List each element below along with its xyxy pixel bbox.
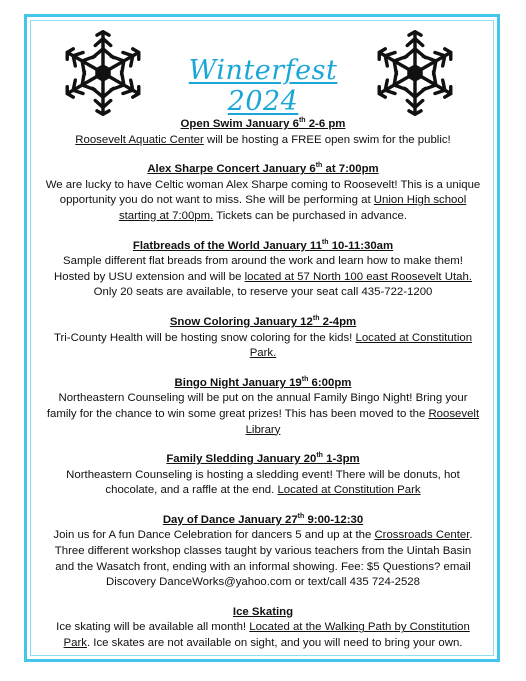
event-heading: Open Swim January 6th 2-6 pm — [180, 117, 346, 130]
event-heading: Day of Dance January 27th 9:00-12:30 — [162, 513, 364, 526]
event-body: Sample different flat breads from around the work and learn how to make them! Hosted by USU extension and will be located at 57 North 100 east Roosevelt Utah. Only 20 seats are available, to reserve your seat call 435-722-1200 — [54, 255, 472, 299]
event-link[interactable]: Roosevelt Library — [245, 407, 480, 436]
event-body: Roosevelt Aquatic Center will be hosting a FREE open swim for the public! — [75, 133, 451, 146]
snowflake-icon — [60, 30, 146, 116]
event-concert — [44, 162, 482, 224]
event-flatbreads — [44, 239, 482, 301]
event-open-swim — [44, 117, 482, 148]
event-body: Tri-County Health will be hosting snow coloring for the kids! Located at Constitution Park. — [53, 331, 473, 360]
event-link[interactable]: Union High school starting at 7:00pm. — [118, 194, 467, 222]
event-link[interactable]: Located at Constitution Park — [277, 484, 421, 497]
snowflake-icon — [372, 30, 458, 116]
event-body: Join us for A fun Dance Celebration for dancers 5 and up at the Crossroads Center. Three different workshop classes taught by various teachers from the Uintah Basin and the Wasatch front, ending with an informal showing. Fee: $5 Questions? email Discovery DanceWorks@yahoo.com or text/call 435 724-2528 — [53, 529, 473, 589]
event-heading: Family Sledding January 20th 1-3pm — [166, 452, 360, 466]
event-link[interactable]: Crossroads Center — [374, 529, 470, 542]
event-snow-coloring — [44, 315, 482, 362]
event-ice-skating — [44, 605, 482, 652]
event-heading: Alex Sharpe Concert January 6th at 7:00pm — [147, 162, 379, 176]
event-heading: Snow Coloring January 12th 2-4pm — [169, 315, 357, 328]
event-heading: Ice Skating — [232, 605, 294, 618]
event-heading: Flatbreads of the World January 11th 10-11:30am — [132, 238, 394, 252]
event-heading: Bingo Night January 19th 6:00pm — [174, 375, 352, 389]
event-sledding — [44, 452, 482, 499]
event-dance — [44, 513, 482, 591]
page-title: Winterfest 2024 — [188, 55, 338, 117]
event-link[interactable]: Located at Constitution Park. — [249, 331, 473, 360]
event-link[interactable]: located at 57 North 100 east Roosevelt Utah. — [244, 270, 472, 283]
event-body: Northeastern Counseling is hosting a sledding event! There will be donuts, hot chocolate, and a raffle at the end. Located at Constitution Park — [66, 468, 460, 497]
event-body: Ice skating will be available all month! Located at the Walking Path by Constitution Park. Ice skates are not available on sight, and you will need to bring your own. — [56, 621, 470, 650]
event-list — [44, 117, 482, 666]
event-body: Northeastern Counseling will be put on the annual Family Bingo Night! Bring your family for the chance to win some great prizes! This has been moved to the Roosevelt Library — [46, 392, 480, 436]
event-bingo — [44, 376, 482, 438]
event-link[interactable]: Roosevelt Aquatic Center — [75, 133, 204, 146]
event-body: We are lucky to have Celtic woman Alex Sharpe coming to Roosevelt! This is a unique opportunity you do not want to miss. She will be performing at Union High school starting at 7:00pm. Tickets can be purchased in advance. — [45, 178, 481, 222]
event-link[interactable]: Located at the Walking Path by Constitution Park — [63, 621, 470, 650]
